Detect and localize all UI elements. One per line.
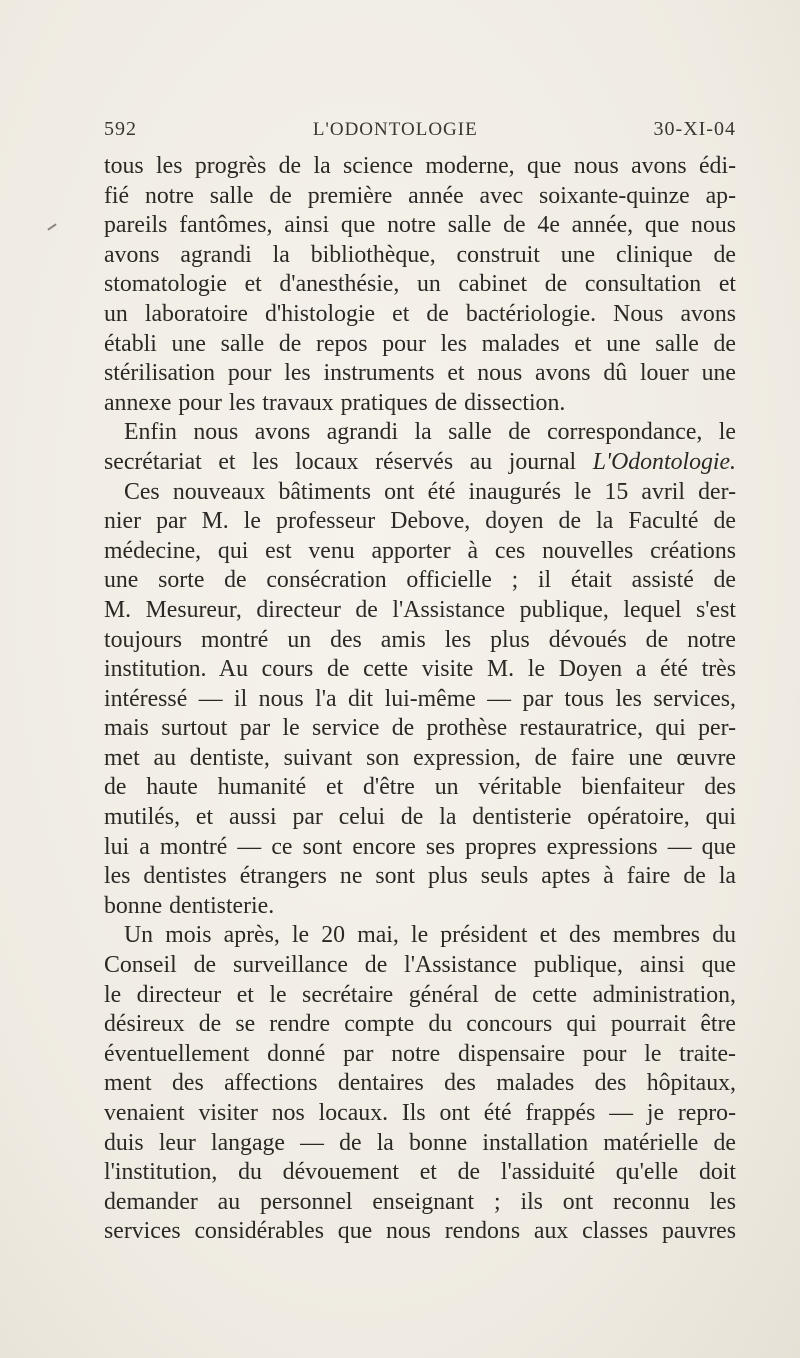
text-line: ment des affections dentaires des malades des hôpitaux, bbox=[104, 1070, 736, 1097]
text-line: de haute humanité et d'être un véritable bienfaiteur des bbox=[104, 774, 736, 801]
text-line: le directeur et le secrétaire général de cette administration, bbox=[104, 981, 736, 1008]
text-line: Ces nouveaux bâtiments ont été inaugurés le 15 avril der- bbox=[124, 478, 736, 505]
text-line: l'institution, du dévouement et de l'assiduité qu'elle doit bbox=[104, 1159, 736, 1186]
text-line: lui a montré — ce sont encore ses propres expressions — que bbox=[104, 833, 736, 860]
text-line: toujours montré un des amis les plus dévoués de notre bbox=[104, 626, 736, 653]
text-line: les dentistes étrangers ne sont plus seuls aptes à faire de la bbox=[104, 863, 736, 890]
text-line: mais surtout par le service de prothèse restauratrice, qui per- bbox=[104, 715, 736, 742]
text-line: établi une salle de repos pour les malades et une salle de bbox=[104, 330, 736, 357]
text-line: institution. Au cours de cette visite M. le Doyen a été très bbox=[104, 656, 736, 683]
text-line-with-journal bbox=[104, 448, 736, 478]
text-line: tous les progrès de la science moderne, que nous avons édi- bbox=[104, 153, 736, 179]
running-header bbox=[104, 118, 736, 146]
text-line: fié notre salle de première année avec soixante-quinze ap- bbox=[104, 182, 736, 209]
text-line: un laboratoire d'histologie et de bactériologie. Nous avons bbox=[104, 300, 736, 327]
issue-date: 30-XI-04 bbox=[653, 118, 736, 140]
text-line: pareils fantômes, ainsi que notre salle de 4e année, que nous bbox=[104, 212, 736, 239]
text-line: met au dentiste, suivant son expression, de faire une œuvre bbox=[104, 744, 736, 771]
text-line: une sorte de consécration officielle ; il était assisté de bbox=[104, 567, 736, 594]
text-line: avons agrandi la bibliothèque, construit une clinique de bbox=[104, 241, 736, 268]
text-line: bonne dentisterie. bbox=[104, 892, 275, 919]
text-line: demander au personnel enseignant ; ils ont reconnu les bbox=[104, 1188, 736, 1215]
text-line: mutilés, et aussi par celui de la dentisterie opératoire, qui bbox=[104, 804, 736, 831]
text-line: nier par M. le professeur Debove, doyen de la Faculté de bbox=[104, 508, 736, 535]
text-line: Conseil de surveillance de l'Assistance publique, ainsi que bbox=[104, 952, 736, 979]
text-line: Un mois après, le 20 mai, le président et des membres du bbox=[124, 922, 736, 949]
text-line: désireux de se rendre compte du concours qui pourrait être bbox=[104, 1011, 736, 1038]
margin-mark bbox=[47, 223, 56, 230]
text-line: médecine, qui est venu apporter à ces nouvelles créations bbox=[104, 537, 736, 564]
text-line: intéressé — il nous l'a dit lui-même — par tous les services, bbox=[104, 685, 736, 712]
journal-name: L'Odontologie. bbox=[592, 448, 736, 475]
text-line: services considérables que nous rendons aux classes pauvres bbox=[104, 1218, 736, 1245]
page-number: 592 bbox=[104, 118, 137, 140]
text-line: Enfin nous avons agrandi la salle de correspondance, le bbox=[124, 419, 736, 446]
text-line: stérilisation pour les instruments et nous avons dû louer une bbox=[104, 360, 736, 387]
text-line: annexe pour les travaux pratiques de dissection. bbox=[104, 389, 566, 416]
journal-title: L'ODONTOLOGIE bbox=[312, 119, 478, 140]
text-line: éventuellement donné par notre dispensaire pour le traite- bbox=[104, 1040, 736, 1067]
body-text bbox=[104, 152, 736, 1247]
text-line: stomatologie et d'anesthésie, un cabinet de consultation et bbox=[104, 271, 736, 298]
text-line: M. Mesureur, directeur de l'Assistance publique, lequel s'est bbox=[104, 596, 736, 623]
text-segment: secrétariat et les locaux réservés au journal bbox=[104, 448, 577, 475]
text-line: duis leur langage — de la bonne installation matérielle de bbox=[104, 1129, 736, 1156]
text-line: venaient visiter nos locaux. Ils ont été frappés — je repro- bbox=[104, 1100, 736, 1126]
